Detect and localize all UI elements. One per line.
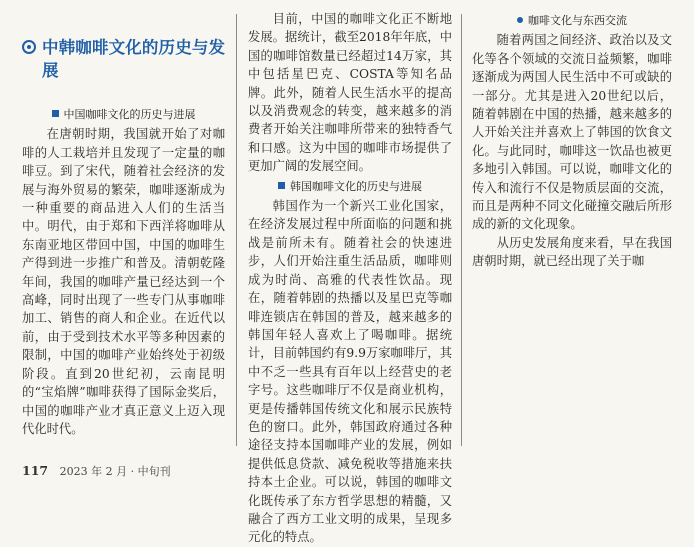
article-title-text: 中韩咖啡文化的历史与发展	[42, 38, 225, 80]
paragraph-china-history: 在唐朝时期，我国就开始了对咖啡的人工栽培并且发现了一定量的咖啡豆。到了宋代，随着社会经济的发展与海外贸易的繁荣，咖啡逐渐成为一种重要的商品进入人们的生活当中。明代，由于郑和下西洋将咖啡从东南亚地区带回中国，中国的咖啡生产得到进一步推广和普及。清朝乾隆年间，我国的咖啡产量已经达到一个高峰，同时出现了一些专门从事咖啡加工、销售的商人和企业。在近代以前，由于受到技术水平等多种因素的限制，中国的咖啡产业始终处于初级阶段。直到20世纪初，云南昆明的“宝焰牌”咖啡获得了国际金奖后，中国的咖啡产业才真正意义上迈入现代化时代。	[22, 127, 225, 436]
paragraph-history-perspective: 从历史发展角度来看，早在我国唐朝时期，就已经出现了关于咖	[472, 235, 672, 269]
article-title	[22, 36, 225, 82]
dot-bullet-icon	[517, 17, 523, 23]
target-bullet-icon	[22, 40, 36, 54]
section-heading-china: 中国咖啡文化的历史与进展	[22, 106, 225, 124]
column-2	[248, 10, 452, 547]
issue-label: 2023 年 2 月 · 中旬刊	[59, 465, 171, 478]
paragraph-korea-history: 韩国作为一个新兴工业化国家，在经济发展过程中所面临的问题和挑战是前所未有。随着社会的快速进步，人们开始注重生活品质，咖啡则成为时尚、高雅的代表性饮品。现在，随着韩剧的热播以及星巴克等咖啡连锁店在韩国的普及，越来越多的韩国年轻人喜欢上了喝咖啡。据统计，目前韩国约有9.9万家咖啡厅，其中不乏一些具有百年以上经营史的老字号。这些咖啡厅不仅是商业机构，更是传播韩国传统文化和展示民族特色的窗口。此外，韩国政府通过各种途径支持本国咖啡产业的发展，例如提供低息贷款、减免税收等措施来扶持本土企业。可以说，韩国的咖啡文化既传承了东方哲学思想的精髓，又融合了西方工业文明的成果，呈现多元化的特点。	[248, 199, 453, 545]
section-heading-exchange: 咖啡文化与东西交流	[472, 12, 672, 30]
page-footer	[22, 463, 171, 479]
paragraph-exchange: 随着两国之间经济、政治以及文化等各个领域的交流日益频繁，咖啡逐渐成为两国人民生活中不可或缺的一部分。尤其是进入20世纪以后，随着韩剧在中国的热播，越来越多的人开始关注并喜欢上了韩国的饮食文化。与此同时，咖啡这一饮品也被更多地引入韩国。可以说，咖啡文化的传入和流行不仅是物质层面的交流，而且是两种不同文化碰撞交融后所形成的新的文化现象。	[472, 33, 672, 232]
square-bullet-icon	[52, 110, 59, 117]
paragraph-china-current: 目前，中国的咖啡文化正不断地发展。据统计，截至2018年年底，中国的咖啡馆数量已经超过14万家，其中包括星巴克、COSTA等知名品牌。此外，随着人民生活水平的提高以及消费观念的转变，越来越多的消费者开始关注咖啡所带来的独特香气和口感。这为中国的咖啡市场提供了更加广阔的发展空间。	[248, 12, 452, 174]
square-bullet-icon	[278, 182, 285, 189]
page-number: 117	[22, 463, 49, 478]
column-divider-1	[236, 14, 237, 446]
column-divider-2	[461, 14, 462, 446]
column-1	[22, 10, 225, 438]
column-3	[472, 10, 672, 271]
section-heading-korea: 韩国咖啡文化的历史与进展	[248, 178, 452, 196]
